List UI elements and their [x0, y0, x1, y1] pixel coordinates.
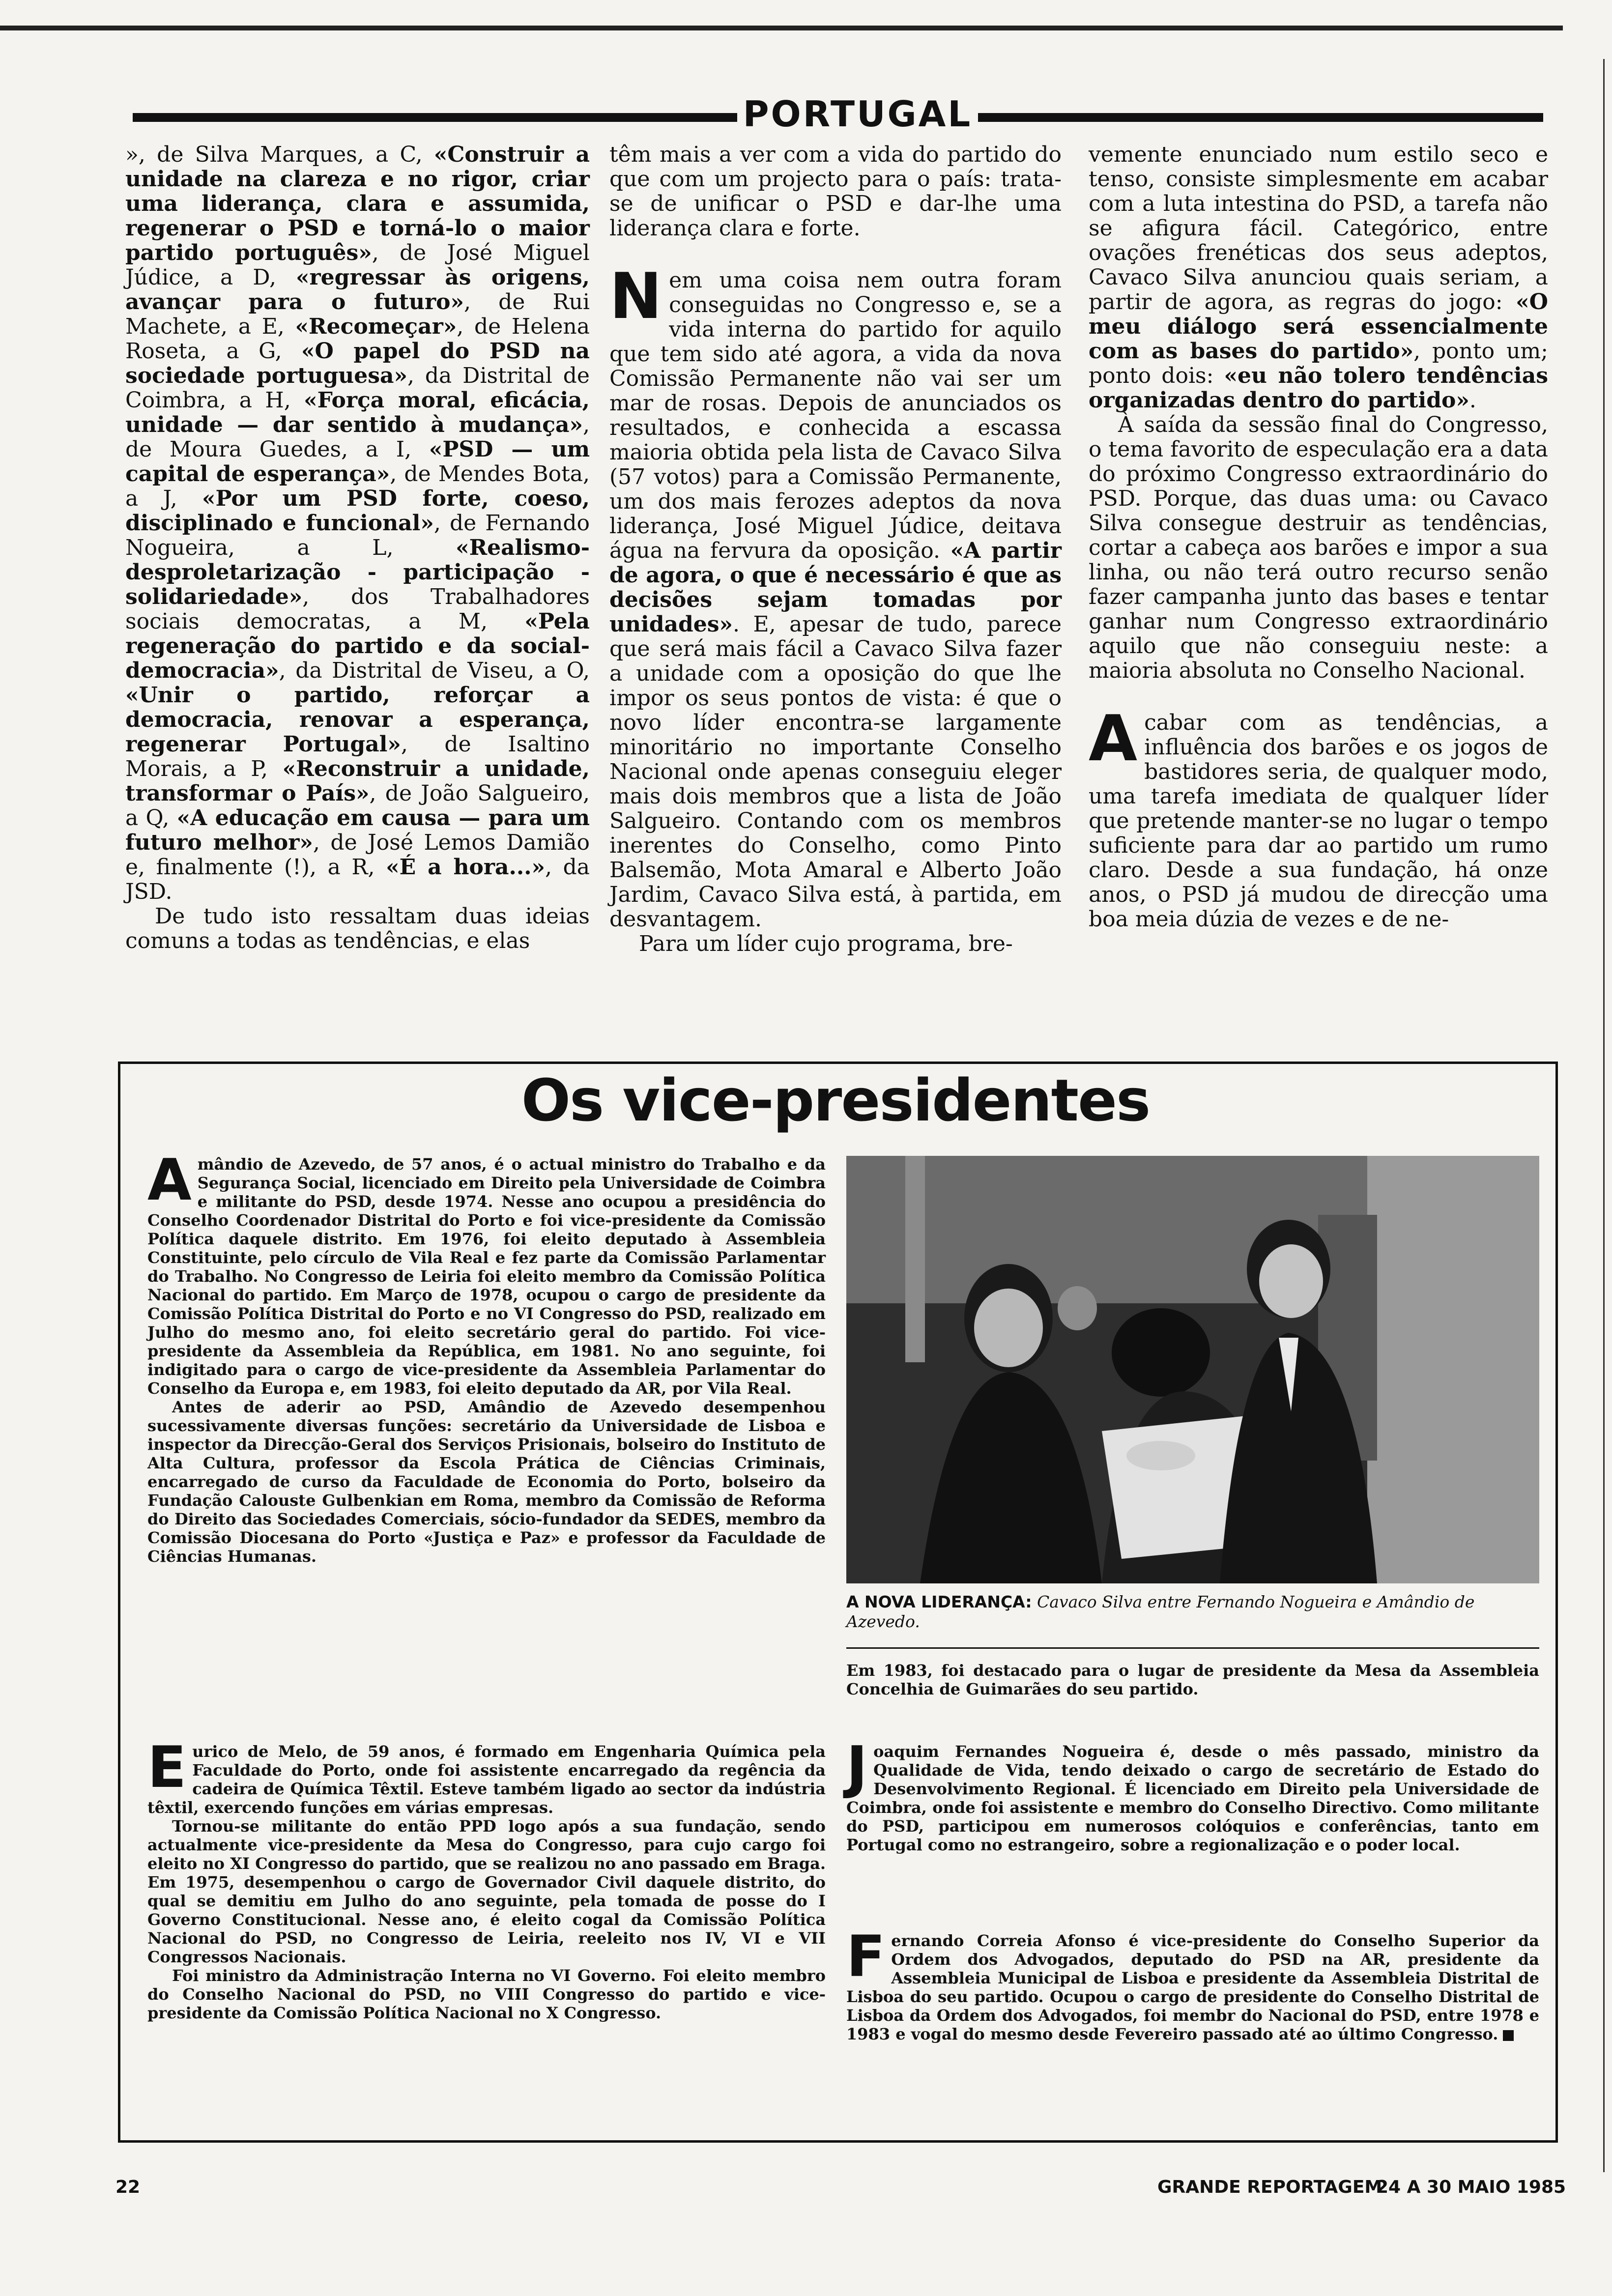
col2-paragraph-3: Para um líder cujo programa, bre- [639, 931, 1013, 956]
col2-paragraph-2 [609, 260, 1062, 932]
col1-quote: «Unir o partido, reforçar a democracia, renovar a esperança, regenerar Portugal» [125, 683, 590, 757]
col3-quote: «eu não tolero tendências organizadas dentro do partido» [1089, 363, 1548, 413]
eurico-paragraph-1 [147, 1734, 826, 1817]
publication-name: GRANDE REPORTAGEM [1157, 2177, 1382, 2197]
section-bar-left [133, 113, 737, 122]
amandio-paragraph-3: Em 1983, foi destacado para o lugar de presidente da Mesa da Assembleia Concelhia de Guimarães do seu partido. [846, 1661, 1539, 1698]
col3-text: , ponto um; ponto dois: [1089, 339, 1548, 388]
fernando-bio [846, 1923, 1539, 2043]
caption-text: Cavaco Silva entre Fernando Nogueira e Amândio de Azevedo. [846, 1592, 1475, 1631]
col1-quote: «O papel do PSD na sociedade portuguesa» [125, 339, 590, 388]
amandio-dropcap: A [147, 1147, 192, 1213]
eurico-bio [147, 1734, 826, 2022]
eurico-text-1: urico de Melo, de 59 anos, é formado em Engenharia Química pela Faculdade do Porto, onde foi assistente encarregado da regência da cadeira de Química Têxtil. Esteve também ligado ao sector da indústria têxtil, exercendo funções em várias empresas. [147, 1742, 826, 1817]
fernando-paragraph-1 [846, 1923, 1539, 2043]
amandio-bio-continued [846, 1661, 1539, 1698]
col1-text: », de Silva Marques, a C, [125, 142, 434, 167]
page-number: 22 [115, 2177, 141, 2197]
col3-paragraph-3-body: cabar com as tendências, a influência dos barões e os jogos de bastidores seria, de qualquer modo, uma tarefa imediata de qualquer líder que pretende manter-se no lugar o tempo suficiente para dar ao partido um rumo claro. Desde a sua fundação, há onze anos, o PSD já mudou de direcção uma boa meia dúzia de vezes e de ne- [1089, 710, 1548, 932]
col1-text: , de Fernando Nogueira, a L, [125, 511, 590, 560]
col1-quote: «regressar às origens, avançar para o futuro» [125, 265, 590, 315]
col2-paragraph-2-body [609, 260, 1062, 932]
col2-text: . E, apesar de tudo, parece que será mais fácil a Cavaco Silva fazer a unidade com a oposição do que lhe impor os seus pontos de vista: é que o novo líder encontra-se largamente minoritário no importante Conselho Nacional onde apenas conseguiu eleger mais dois membros que a lista de João Salgueiro. Contando com os membros inerentes do Conselho, como Pinto Balsemão, Mota Amaral e Alberto João Jardim, Cavaco Silva está, à partida, em desvantagem. [609, 612, 1062, 932]
article-column-2 [609, 143, 1062, 956]
col3-text: vemente enunciado num estilo seco e tenso, consiste simplesmente em acabar com a luta intestina do PSD, a tarefa não se afigura fácil. Categórico, entre ovações frenéticas dos seus adeptos, Cavaco Silva anunciou quais seriam, a partir de agora, as regras do jogo: [1089, 142, 1548, 315]
joaquim-text-1: oaquim Fernandes Nogueira é, desde o mês passado, ministro da Qualidade de Vida, tendo deixado o cargo de secretário de Estado do Desenvolvimento Regional. É licenciado em Direito pela Universidade de Coimbra, onde foi assistente e membro do Conselho Directivo. Como militante do PSD, participou em numerosos colóquios e conferências, tanto em Portugal como no estrangeiro, sobre a regionalização e o poder local. [846, 1742, 1539, 1854]
caption-divider [846, 1647, 1539, 1649]
col1-quote: «Reconstruir a unidade, transformar o País» [125, 756, 590, 806]
col1-quote: «Construir a unidade na clareza e no rigor, criar uma liderança, clara e assumida, regenerar o PSD e torná-lo o maior partido português» [125, 142, 590, 265]
col3-paragraph-3 [1089, 702, 1548, 932]
col1-quote: «PSD — um capital de esperança» [125, 437, 590, 487]
section-bar-right [978, 113, 1543, 122]
col1-text: , da JSD. [125, 855, 590, 904]
fernando-dropcap: F [846, 1923, 886, 1990]
col1-text: , de João Salgueiro, a Q, [125, 781, 590, 831]
section-label: PORTUGAL [743, 93, 973, 135]
col1-text: , da Distrital de Viseu, a O, [279, 658, 590, 683]
col1-text: , de Mendes Bota, a J, [125, 461, 590, 511]
top-rule [0, 26, 1563, 30]
col1-quote: «É a hora...» [386, 855, 546, 880]
col1-text: , de Rui Machete, a E, [125, 289, 590, 339]
col3-paragraph-1 [1089, 143, 1548, 413]
col1-quote: «Realismo-desproletarização - participação - solidariedade» [125, 535, 590, 609]
issue-date: 24 A 30 MAIO 1985 [1376, 2177, 1566, 2197]
article-column-1 [125, 143, 590, 953]
col2-text: em uma coisa nem outra foram conseguidas no Congresso e, se a vida interna do partido for aquilo que tem sido até agora, a vida da nova Comissão Permanente não vai ser um mar de rosas. Depois de anunciados os resultados, e conhecida a escassa maioria obtida pela lista de Cavaco Silva (57 votos) para a Comissão Permanente, um dos mais ferozes adeptos da nova liderança, José Miguel Júdice, deitava água na fervura da oposição. [609, 268, 1062, 563]
eurico-dropcap: E [147, 1734, 187, 1801]
col2-quote: «A partir de agora, o que é necessário é que as decisões sejam tomadas por unidades» [609, 538, 1062, 637]
col2-dropcap: N [609, 260, 662, 333]
col3-quote: «O meu diálogo será essencialmente com as bases do partido» [1089, 289, 1548, 364]
col1-paragraph-1 [125, 143, 590, 904]
col1-text: , de José Miguel Júdice, a D, [125, 240, 590, 290]
col3-text: . [1469, 388, 1476, 413]
photo-caption [846, 1592, 1539, 1632]
joaquim-dropcap: J [846, 1734, 868, 1801]
amandio-bio [147, 1147, 826, 1566]
col1-quote: «Por um PSD forte, coeso, disciplinado e funcional» [125, 486, 590, 536]
col1-text: , da Distrital de Coimbra, a H, [125, 363, 590, 413]
col3-dropcap: A [1089, 702, 1138, 775]
col2-paragraph-1: têm mais a ver com a vida do partido do que com um projecto para o país: trata-se de unificar o PSD e dar-lhe uma liderança clara e forte. [609, 142, 1062, 241]
col1-quote: «Pela regeneração do partido e da social-democracia» [125, 609, 590, 683]
col1-text: , de Moura Guedes, a I, [125, 412, 590, 462]
box-title: Os vice-presidentes [521, 1066, 1150, 1134]
fernando-text-1: ernando Correia Afonso é vice-presidente do Conselho Superior da Ordem dos Advogados, deputado do PSD na AR, presidente da Assembleia Municipal de Lisboa e presidente da Assembleia Distrital de Lisboa do seu partido. Ocupou o cargo de presidente do Conselho Distrital de Lisboa da Ordem dos Advogados, foi membr do Nacional do PSD, entre 1978 e 1983 e vogal do mesmo desde Fevereiro passado até ao último Congresso. [846, 1931, 1539, 2043]
article-column-3 [1089, 143, 1548, 932]
col1-quote: «Recomeçar» [295, 314, 457, 339]
joaquim-paragraph-1 [846, 1734, 1539, 1854]
amandio-text-1: mândio de Azevedo, de 57 anos, é o actual ministro do Trabalho e da Segurança Social, licenciado em Direito pela Universidade de Coimbra e militante do PSD, desde 1974. Nesse ano ocupou a presidência do Conselho Coordenador Distrital do Porto e foi vice-presidente da Comissão Política daquele distrito. Em 1976, foi eleito deputado à Assembleia Constituinte, pelo círculo de Vila Real e fez parte da Comissão Parlamentar do Trabalho. No Congresso de Leiria foi eleito membro da Comissão Política Nacional do partido. Em Março de 1978, ocupou o cargo de presidente da Comissão Política Distrital do Porto e no VI Congresso do PSD, realizado em Julho do mesmo ano, foi eleito secretário geral do partido. Foi vice-presidente da Assembleia da República, em 1981. No ano seguinte, foi indigitado para o cargo de vice-presidente da Assembleia Parlamentar do Conselho da Europa e, em 1983, foi eleito deputado da AR, por Vila Real. [147, 1155, 826, 1398]
amandio-paragraph-1 [147, 1147, 826, 1398]
leadership-photo [846, 1156, 1539, 1583]
col1-text: , de Helena Roseta, a G, [125, 314, 590, 364]
col1-quote: «A educação em causa — para um futuro melhor» [125, 805, 590, 855]
col1-quote: «Força moral, eficácia, unidade — dar sentido à mudança» [125, 388, 590, 437]
joaquim-bio [846, 1734, 1539, 1854]
caption-lead: A NOVA LIDERANÇA: [846, 1592, 1032, 1611]
col1-text: , de Isaltino Morais, a P, [125, 732, 590, 781]
eurico-paragraph-3: Foi ministro da Administração Interna no VI Governo. Foi eleito membro do Conselho Nacional do PSD, no VIII Congresso do partido e vice-presidente da Comissão Política Nacional no X Congresso. [147, 1966, 826, 2022]
eurico-paragraph-2: Tornou-se militante do então PPD logo após a sua fundação, sendo actualmente vice-presidente da Mesa do Congresso, para cujo cargo foi eleito no XI Congresso do partido, que se realizou no ano passado em Braga. Em 1975, desempenhou o cargo de Governador Civil daquele distrito, do qual se demitiu em Julho do ano seguinte, pela tomada de posse do I Governo Constitucional. Nesse ano, é eleito cogal da Comissão Política Nacional do PSD, no Congresso de Leiria, reeleito nos IV, VI e VII Congressos Nacionais. [147, 1817, 826, 1966]
col1-text: , dos Trabalhadores sociais democratas, a M, [125, 584, 590, 634]
amandio-paragraph-2: Antes de aderir ao PSD, Amândio de Azevedo desempenhou sucessivamente diversas funções: secretário da Universidade de Lisboa e inspector da Direcção-Geral dos Serviços Prisionais, bolseiro do Instituto de Alta Cultura, professor da Escola Prática de Ciências Criminais, encarregado de curso da Faculdade de Economia do Porto, bolseiro da Fundação Calouste Gulbenkian em Roma, membro da Comissão de Reforma do Direito das Sociedades Comerciais, sócio-fundador da SEDES, membro da Comissão Diocesana do Porto «Justiça e Paz» e professor da Faculdade de Ciências Humanas. [147, 1398, 826, 1566]
end-mark-icon [1503, 2030, 1514, 2041]
col1-paragraph-2: De tudo isto ressaltam duas ideias comuns a todas as tendências, e elas [125, 904, 590, 953]
col1-text: , de José Lemos Damião e, finalmente (!), a R, [125, 830, 590, 880]
photo-illustration [846, 1156, 1539, 1583]
col3-paragraph-2: À saída da sessão final do Congresso, o tema favorito de especulação era a data do próximo Congresso extraordinário do PSD. Porque, das duas uma: ou Cavaco Silva consegue destruir as tendências, cortar a cabeça aos barões e impor a sua linha, ou não terá outro recurso senão fazer campanha junto das bases e tentar ganhar num Congresso extraordinário aquilo que não conseguiu neste: a maioria absoluta no Conselho Nacional. [1089, 412, 1548, 683]
